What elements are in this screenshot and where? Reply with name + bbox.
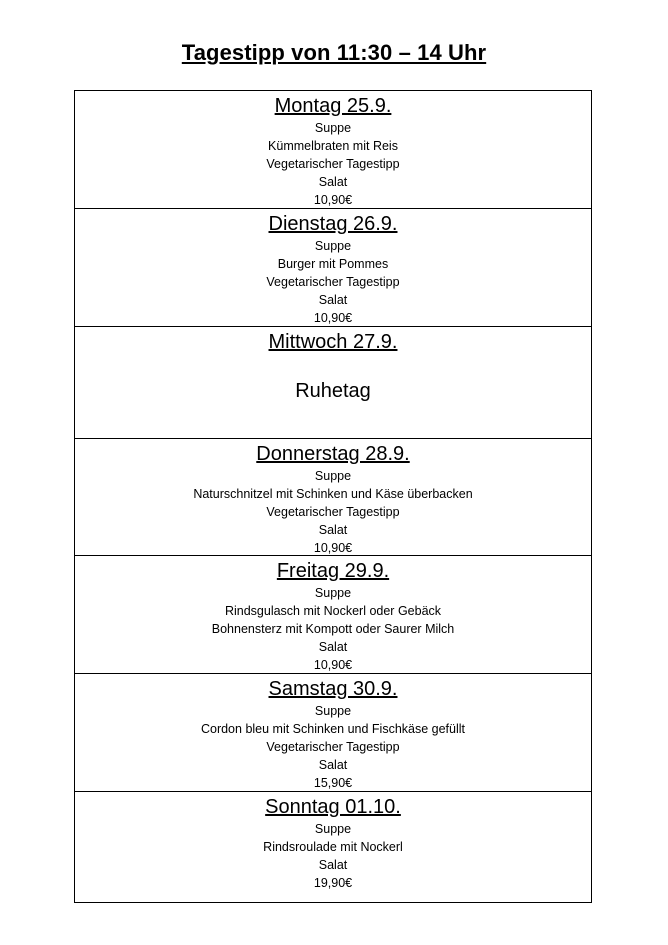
day-heading: Freitag 29.9. bbox=[276, 560, 390, 582]
menu-item-soup: Suppe bbox=[314, 586, 352, 600]
day-heading: Dienstag 26.9. bbox=[268, 213, 398, 235]
price: 10,90€ bbox=[313, 658, 353, 672]
day-friday bbox=[75, 556, 591, 674]
menu-item-soup: Suppe bbox=[314, 822, 352, 836]
menu-item-salad: Salat bbox=[318, 175, 348, 189]
day-heading: Sonntag 01.10. bbox=[265, 796, 401, 818]
day-heading: Samstag 30.9. bbox=[268, 678, 398, 700]
day-monday bbox=[75, 91, 591, 209]
day-saturday bbox=[75, 674, 591, 792]
menu-item-main: Burger mit Pommes bbox=[277, 257, 389, 271]
menu-item-salad: Salat bbox=[318, 523, 348, 537]
menu-item-soup: Suppe bbox=[314, 469, 352, 483]
menu-item-main: Rindsroulade mit Nockerl bbox=[263, 840, 403, 854]
price: 10,90€ bbox=[313, 311, 353, 325]
day-heading: Montag 25.9. bbox=[274, 95, 392, 117]
menu-item-main: Cordon bleu mit Schinken und Fischkäse gefüllt bbox=[200, 722, 466, 736]
price: 19,90€ bbox=[313, 876, 353, 890]
menu-item-vegetarian: Vegetarischer Tagestipp bbox=[266, 275, 400, 289]
menu-item-vegetarian: Vegetarischer Tagestipp bbox=[266, 505, 400, 519]
menu-item-salad: Salat bbox=[318, 293, 348, 307]
day-sunday bbox=[75, 792, 591, 902]
menu-item-main: Naturschnitzel mit Schinken und Käse überbacken bbox=[193, 487, 473, 501]
menu-item-main: Rindsgulasch mit Nockerl oder Gebäck bbox=[224, 604, 442, 618]
menu-item-salad: Salat bbox=[318, 640, 348, 654]
closed-notice: Ruhetag bbox=[295, 380, 371, 402]
menu-item-alternative: Bohnensterz mit Kompott oder Saurer Milch bbox=[211, 622, 455, 636]
menu-item-soup: Suppe bbox=[314, 239, 352, 253]
menu-item-soup: Suppe bbox=[314, 121, 352, 135]
day-heading: Mittwoch 27.9. bbox=[268, 331, 398, 353]
menu-item-soup: Suppe bbox=[314, 704, 352, 718]
day-thursday bbox=[75, 439, 591, 556]
menu-item-main: Kümmelbraten mit Reis bbox=[268, 139, 398, 153]
price: 10,90€ bbox=[313, 193, 353, 207]
menu-item-salad: Salat bbox=[318, 858, 348, 872]
menu-item-salad: Salat bbox=[318, 758, 348, 772]
menu-item-vegetarian: Vegetarischer Tagestipp bbox=[266, 157, 400, 171]
menu-item-vegetarian: Vegetarischer Tagestipp bbox=[266, 740, 400, 754]
menu-table bbox=[74, 90, 592, 903]
price: 15,90€ bbox=[313, 776, 353, 790]
day-heading: Donnerstag 28.9. bbox=[256, 443, 410, 465]
page-title: Tagestipp von 11:30 – 14 Uhr bbox=[181, 40, 487, 65]
day-tuesday bbox=[75, 209, 591, 327]
price: 10,90€ bbox=[313, 541, 353, 555]
day-wednesday bbox=[75, 327, 591, 439]
